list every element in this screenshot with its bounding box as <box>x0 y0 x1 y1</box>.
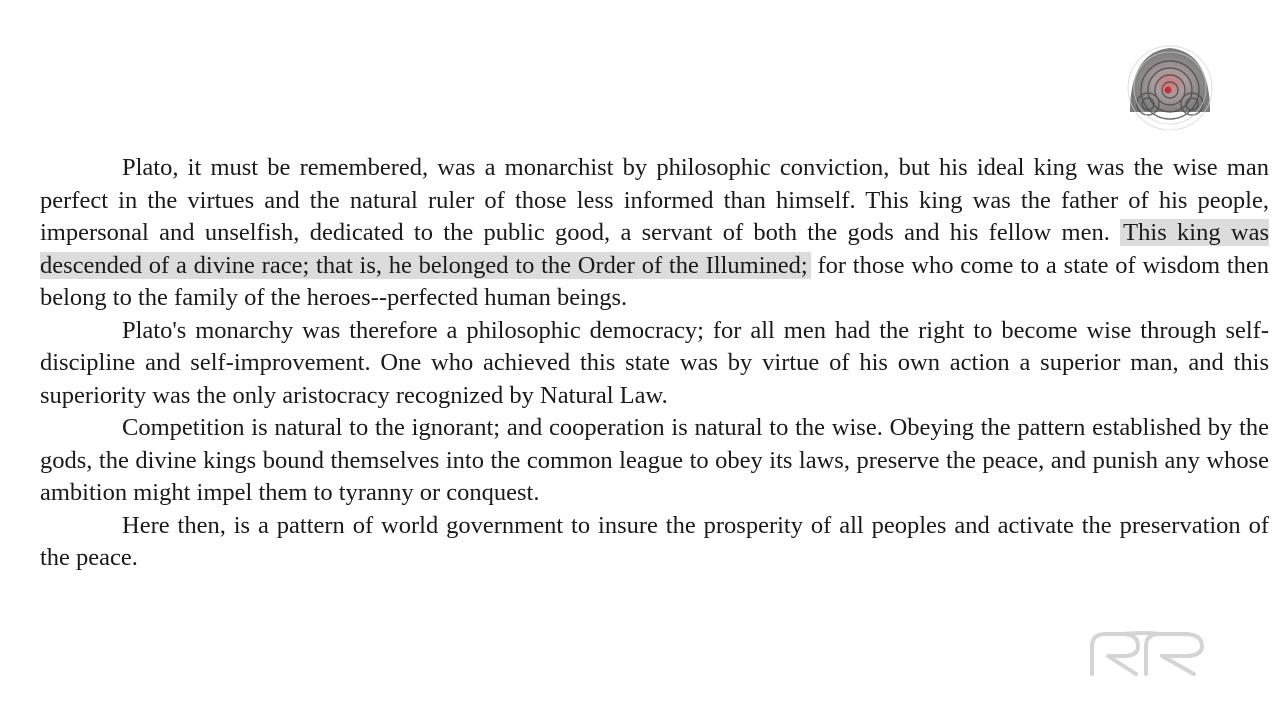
paragraph-1-text: Plato, it must be remembered, was a monarchist by philosophic conviction, but his ideal king was the wise man perfect in the virtues and the natural ruler of those less informed than himself. This king was the father of his people, impersonal and unselfish, dedicated to the public good, a servant of both the gods and his fellow men. <box>40 154 1269 246</box>
paragraph-4: Here then, is a pattern of world government to insure the prosperity of all peoples and activate the preservation of the peace. <box>40 511 1269 571</box>
paragraph-3: Competition is natural to the ignorant; and cooperation is natural to the wise. Obeying the pattern established by the gods, the divine kings bound themselves into the common league to obey its laws, preserve the peace, and punish any whose ambition might impel them to tyranny or conquest. <box>40 414 1269 506</box>
paragraph-1 <box>40 152 1269 315</box>
document-text <box>40 152 1269 575</box>
channel-avatar-icon <box>1122 40 1218 130</box>
rr-logo-icon <box>1086 628 1210 680</box>
paragraph-1-tail: for those who come to a state of wisdom then belong to the family of the heroes--perfected human beings. <box>40 251 1269 311</box>
highlighted-sentence: This king was descended of a divine race; that is, he belonged to the Order of the Illumined; <box>40 219 1269 279</box>
paragraph-2: Plato's monarchy was therefore a philosophic democracy; for all men had the right to become wise through self-discipline and self-improvement. One who achieved this state was by virtue of his own action a superior man, and this superiority was the only aristocracy recognized by Natural Law. <box>40 316 1269 409</box>
